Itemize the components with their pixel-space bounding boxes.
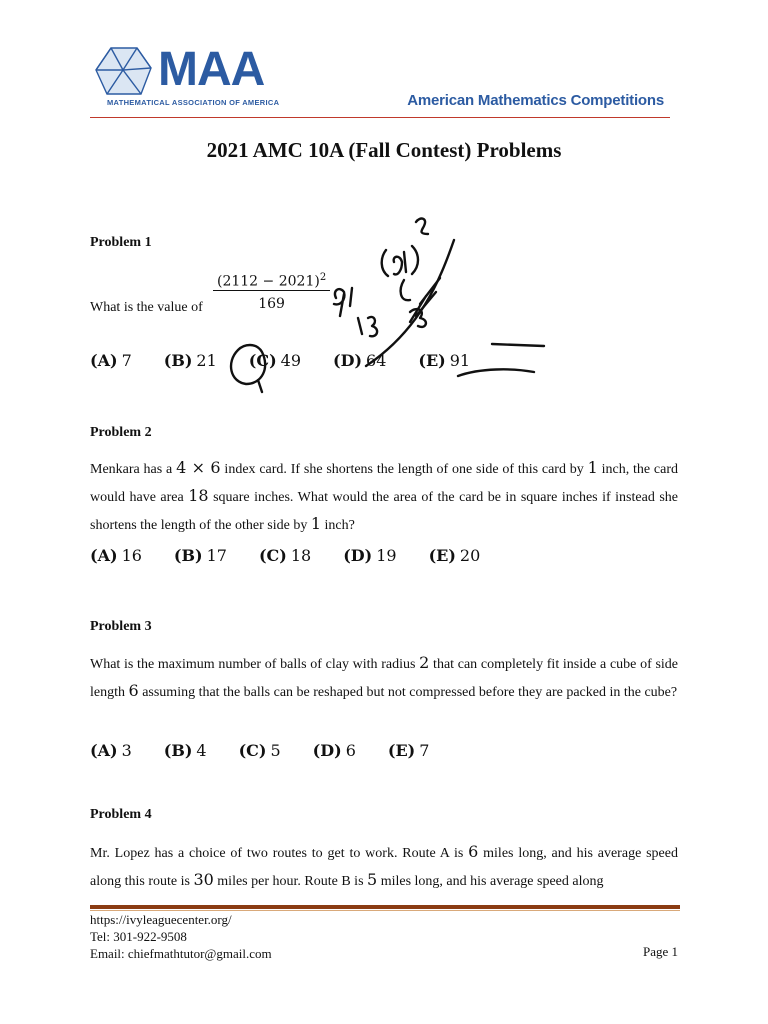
ink-hatch xyxy=(401,278,440,327)
ink-dash-top xyxy=(492,344,544,346)
problem-1-choices xyxy=(90,351,498,371)
ink-91-squared xyxy=(382,219,428,276)
ink-13 xyxy=(358,317,377,336)
problem-4-text: Mr. Lopez has a choice of two routes to get to work. Route A is 6 miles long, and his average speed along this route is 30 miles per hour. Route B is 5 miles long, and his average speed along xyxy=(90,842,678,889)
problem-3-choices xyxy=(90,741,457,761)
choice-b: (B) 21 xyxy=(163,351,217,370)
choice-a: (A) 7 xyxy=(90,351,132,370)
footer-contact xyxy=(90,911,272,962)
choice-a: (A) 3 xyxy=(90,741,132,760)
problem-1-fraction xyxy=(213,272,330,312)
choice-c: (C) 18 xyxy=(258,546,312,565)
document-title: 2021 AMC 10A (Fall Contest) Problems xyxy=(206,138,562,162)
ink-diagonal xyxy=(366,240,454,366)
choice-e: (E) 91 xyxy=(418,351,471,370)
footer-divider xyxy=(90,905,680,909)
problem-2-text: Menkara has a 4 × 6 index card. If she shortens the length of one side of this card by 1 inch, the card would have area 18 square inches. What would the area of the card be in square inches if instead she shortens the length of the other side by 1 inch? xyxy=(90,458,679,533)
problem-3-text: What is the maximum number of balls of clay with radius 2 that can completely fit inside a cube of side length 6 assuming that the balls can be reshaped but not compressed before they are packed in the cube? xyxy=(90,653,679,700)
footer-phone: Tel: 301-922-9508 xyxy=(90,929,187,944)
choice-b: (B) 4 xyxy=(163,741,207,760)
maa-logo-icon xyxy=(93,46,155,98)
page-number: Page 1 xyxy=(642,944,678,959)
choice-d: (D) 64 xyxy=(333,351,387,370)
fraction-numerator: $(2112 - 2021)^2$ xyxy=(213,272,330,291)
problem-4-heading: Problem 4 xyxy=(90,807,152,822)
choice-d: (D) 19 xyxy=(343,546,397,565)
problem-1-heading: Problem 1 xyxy=(90,235,152,250)
choice-c: (C) 49 xyxy=(248,351,302,370)
choice-c: (C) 5 xyxy=(238,741,281,760)
problem-1-text: What is the value of xyxy=(90,300,203,315)
ink-91 xyxy=(334,288,352,316)
footer-website-link[interactable]: https://ivyleaguecenter.org/ xyxy=(90,912,232,927)
choice-b: (B) 17 xyxy=(173,546,227,565)
header-right-title: American Mathematics Competitions xyxy=(407,92,664,109)
fraction-denominator: 169 xyxy=(258,295,285,312)
choice-e: (E) 20 xyxy=(428,546,481,565)
problem-2-choices xyxy=(90,546,508,566)
logo-subtitle: MATHEMATICAL ASSOCIATION OF AMERICA xyxy=(107,98,280,107)
problem-3-heading: Problem 3 xyxy=(90,619,152,634)
header-divider xyxy=(90,117,670,118)
problem-2-heading: Problem 2 xyxy=(90,425,152,440)
choice-e: (E) 7 xyxy=(387,741,430,760)
logo-wordmark: MAA xyxy=(158,43,265,96)
choice-d: (D) 6 xyxy=(312,741,356,760)
footer-email: Email: chiefmathtutor@gmail.com xyxy=(90,946,272,961)
choice-a: (A) 16 xyxy=(90,546,142,565)
